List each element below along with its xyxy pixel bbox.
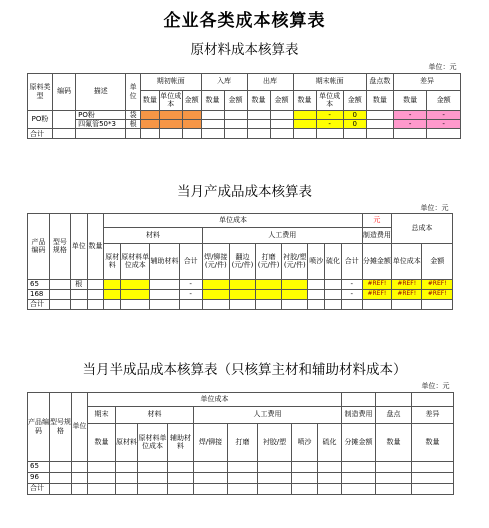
cell	[392, 299, 422, 309]
cell	[87, 289, 104, 299]
col-raw: 原材料	[104, 243, 121, 279]
cell	[138, 483, 168, 494]
ref-error-cell: #REF!	[392, 279, 422, 289]
cell	[393, 129, 426, 139]
cell	[412, 392, 454, 406]
cell	[228, 461, 258, 472]
cell	[140, 129, 159, 139]
col-qty: 数量	[87, 213, 104, 279]
cell	[50, 483, 72, 494]
col-diff: 差异	[393, 73, 460, 90]
cell	[293, 119, 316, 128]
page-title: 企业各类成本核算表	[163, 11, 326, 31]
cell	[229, 279, 255, 289]
cell	[140, 119, 159, 128]
cell	[88, 483, 116, 494]
cell	[121, 279, 150, 289]
cell	[116, 483, 138, 494]
cell	[376, 483, 412, 494]
cell	[159, 119, 182, 128]
col-count: 盘点	[376, 406, 412, 423]
cell	[341, 299, 362, 309]
col-weld: 焊/铆接	[194, 423, 228, 461]
sub-qty: 数量	[293, 90, 316, 110]
col-sandblast: 喷沙	[292, 423, 318, 461]
col-total-amount: 金额	[422, 243, 453, 279]
cell	[72, 461, 88, 472]
cell-product-code: 96	[28, 472, 50, 483]
col-weld: 焊/铆接(元/件)	[202, 243, 229, 279]
cell	[343, 129, 366, 139]
ref-error-cell: #REF!	[422, 279, 453, 289]
cell	[316, 129, 343, 139]
col-raw-unit-cost: 原材料单位成本	[121, 243, 150, 279]
col-aux: 辅助材料	[150, 243, 179, 279]
cell	[247, 129, 270, 139]
ref-error-cell: #REF!	[362, 279, 391, 289]
cell	[116, 461, 138, 472]
cell	[194, 483, 228, 494]
col-count: 盘点数	[366, 73, 393, 90]
cell	[126, 129, 141, 139]
col-alloc: 分摊金额	[342, 423, 376, 461]
cell	[138, 472, 168, 483]
col-alloc: 分摊金额	[362, 243, 391, 279]
red-unit-mark: 元	[362, 213, 391, 227]
cell: -	[427, 119, 461, 128]
col-product-code: 产品编码	[28, 392, 50, 461]
raw-material-cost-table	[27, 62, 461, 139]
col-vulcanize: 硫化	[325, 243, 342, 279]
cell	[182, 110, 201, 119]
cell	[228, 472, 258, 483]
col-sum: 合计	[341, 243, 362, 279]
col-in: 入库	[201, 73, 247, 90]
cell-uom: 袋	[126, 110, 141, 119]
cell	[270, 110, 293, 119]
cell	[202, 299, 229, 309]
col-out: 出库	[247, 73, 293, 90]
col-unit-cost: 单位成本	[88, 392, 342, 406]
cell	[150, 279, 179, 289]
col-lining: 衬胶/塑(元/件)	[282, 243, 308, 279]
cell	[168, 461, 194, 472]
cell	[308, 279, 325, 289]
cell	[229, 299, 255, 309]
col-opening: 期初帐面	[140, 73, 201, 90]
col-material-type: 原料类型	[28, 73, 53, 110]
cell	[70, 299, 87, 309]
cell	[194, 472, 228, 483]
col-sum: 合计	[179, 243, 202, 279]
cell	[247, 110, 270, 119]
cell: 0	[343, 119, 366, 128]
cell	[282, 299, 308, 309]
ref-error-cell: #REF!	[392, 289, 422, 299]
cell-uom: 根	[126, 119, 141, 128]
cell-desc: 四氟管50*3	[76, 119, 126, 128]
cell-material-type: PO粉	[28, 110, 53, 129]
cell	[168, 483, 194, 494]
col-material: 材料	[104, 227, 202, 243]
cell	[412, 461, 454, 472]
cell	[325, 279, 342, 289]
cell	[412, 483, 454, 494]
cell	[427, 129, 461, 139]
col-flange: 翻边(元/件)	[229, 243, 255, 279]
col-labor: 人工费用	[194, 406, 342, 423]
sub-amount: 金额	[182, 90, 201, 110]
cell: -	[341, 279, 362, 289]
cell	[229, 289, 255, 299]
sub-qty: 数量	[412, 423, 454, 461]
semi-finished-table-title: 当月半成品成本核算表（只核算主材和辅助材料成本）	[82, 362, 407, 378]
cell	[270, 119, 293, 128]
col-labor: 人工费用	[202, 227, 362, 243]
sub-qty: 数量	[140, 90, 159, 110]
col-code: 编码	[53, 73, 76, 110]
sub-unit-cost: 单位成本	[160, 91, 182, 108]
cell	[376, 472, 412, 483]
cell	[376, 461, 412, 472]
col-unit-cost: 单位成本	[104, 213, 362, 227]
cell	[76, 129, 126, 139]
cell	[342, 483, 376, 494]
cell	[256, 289, 282, 299]
cell	[376, 392, 412, 406]
cell: -	[393, 119, 426, 128]
finished-goods-table-title: 当月产成品成本核算表	[177, 184, 312, 200]
cell: -	[316, 119, 343, 128]
total-label: 合计	[28, 129, 53, 139]
col-material: 材料	[116, 406, 194, 423]
col-product-code: 产品编码	[28, 213, 50, 279]
col-total-cost: 总成本	[392, 213, 453, 243]
cell	[104, 299, 121, 309]
sub-qty: 数量	[376, 423, 412, 461]
ref-error-cell: #REF!	[362, 289, 391, 299]
sub-qty: 数量	[247, 90, 270, 110]
cell	[366, 110, 393, 119]
cell	[50, 461, 72, 472]
cell-uom	[70, 289, 87, 299]
cell	[179, 299, 202, 309]
cell	[282, 289, 308, 299]
cell	[342, 461, 376, 472]
cell	[159, 110, 182, 119]
cell	[318, 461, 342, 472]
cell	[258, 461, 292, 472]
cell	[224, 110, 247, 119]
col-vulcanize: 硫化	[318, 423, 342, 461]
cell	[121, 299, 150, 309]
raw-material-table-title: 原材料成本核算表	[190, 42, 299, 58]
cell	[138, 461, 168, 472]
cell	[366, 119, 393, 128]
cell	[282, 279, 308, 289]
cell	[224, 129, 247, 139]
col-closing: 期末帐面	[293, 73, 366, 90]
sub-qty: 数量	[201, 90, 224, 110]
cell: -	[179, 289, 202, 299]
sub-qty: 数量	[88, 423, 116, 461]
cell: -	[393, 110, 426, 119]
cell-product-code: 65	[28, 279, 50, 289]
unit-label: 单位：元	[362, 204, 452, 213]
sub-amount: 金额	[224, 90, 247, 110]
cell	[292, 472, 318, 483]
col-spec: 型号规格	[49, 213, 70, 279]
cell-uom: 根	[70, 279, 87, 289]
unit-label: 单位：元	[376, 380, 454, 392]
cell	[87, 279, 104, 289]
cell	[116, 472, 138, 483]
col-uom: 单位	[70, 213, 87, 279]
cell	[202, 289, 229, 299]
cell	[87, 299, 104, 309]
col-mfg: 制造费用	[342, 406, 376, 423]
cell	[49, 289, 70, 299]
cell	[202, 279, 229, 289]
col-mfg: 制造费用	[362, 227, 391, 243]
cell	[318, 483, 342, 494]
cell	[182, 119, 201, 128]
cell	[308, 299, 325, 309]
col-uom: 单位	[72, 392, 88, 461]
cell	[88, 461, 116, 472]
col-closing: 期末	[88, 406, 116, 423]
cell	[121, 289, 150, 299]
semi-finished-cost-table	[27, 380, 454, 495]
sub-qty: 数量	[366, 90, 393, 110]
cell	[293, 129, 316, 139]
cell	[50, 472, 72, 483]
cell	[49, 299, 70, 309]
cell	[366, 129, 393, 139]
sub-qty: 数量	[393, 90, 426, 110]
cell	[258, 483, 292, 494]
cell-product-code: 168	[28, 289, 50, 299]
total-label: 合计	[28, 299, 50, 309]
cell	[49, 279, 70, 289]
cell	[422, 299, 453, 309]
ref-error-cell: #REF!	[422, 289, 453, 299]
cell	[362, 299, 391, 309]
sub-amount: 金额	[343, 90, 366, 110]
cell	[228, 483, 258, 494]
cell	[308, 289, 325, 299]
cell-desc: PO粉	[76, 110, 126, 119]
cell: 0	[343, 110, 366, 119]
cell	[342, 472, 376, 483]
cell	[201, 119, 224, 128]
cell	[256, 299, 282, 309]
cell	[412, 472, 454, 483]
cell	[201, 110, 224, 119]
cell: -	[427, 110, 461, 119]
unit-label: 单位：元	[366, 62, 460, 73]
finished-goods-cost-table	[27, 204, 453, 310]
col-total-unit-cost: 单位成本	[392, 243, 422, 279]
cell	[318, 472, 342, 483]
cell: -	[316, 110, 343, 119]
col-lining: 衬胶/塑	[258, 423, 292, 461]
cell	[292, 483, 318, 494]
sub-amount: 金额	[270, 90, 293, 110]
sub-amount: 金额	[427, 90, 461, 110]
col-grind: 打磨	[228, 423, 258, 461]
cell	[342, 392, 376, 406]
cell	[293, 110, 316, 119]
cell	[325, 289, 342, 299]
cell	[325, 299, 342, 309]
cell	[256, 279, 282, 289]
cell	[53, 129, 76, 139]
col-diff: 差异	[412, 406, 454, 423]
cell	[72, 472, 88, 483]
cell	[150, 299, 179, 309]
cell	[201, 129, 224, 139]
cell	[258, 472, 292, 483]
col-aux: 辅助材料	[168, 423, 194, 461]
cell	[194, 461, 228, 472]
cell	[104, 289, 121, 299]
cell-product-code: 65	[28, 461, 50, 472]
cell	[104, 279, 121, 289]
total-label: 合计	[28, 483, 50, 494]
col-uom: 单位	[126, 73, 141, 110]
cell	[270, 129, 293, 139]
cell	[159, 129, 182, 139]
col-desc: 描述	[76, 73, 126, 110]
cell: -	[179, 279, 202, 289]
cell	[168, 472, 194, 483]
cell	[88, 472, 116, 483]
cell: -	[341, 289, 362, 299]
cell	[150, 289, 179, 299]
cell	[224, 119, 247, 128]
cell	[292, 461, 318, 472]
sub-unit-cost: 单位成本	[316, 90, 343, 110]
cell	[72, 483, 88, 494]
col-spec: 型号规格	[50, 392, 72, 461]
cell	[140, 110, 159, 119]
cell	[182, 129, 201, 139]
cell	[247, 119, 270, 128]
col-raw-unit-cost: 原材料单位成本	[138, 423, 168, 461]
cell-code	[53, 110, 76, 129]
col-raw: 原材料	[116, 423, 138, 461]
col-grind: 打磨(元/件)	[256, 243, 282, 279]
col-sandblast: 喷沙	[308, 243, 325, 279]
